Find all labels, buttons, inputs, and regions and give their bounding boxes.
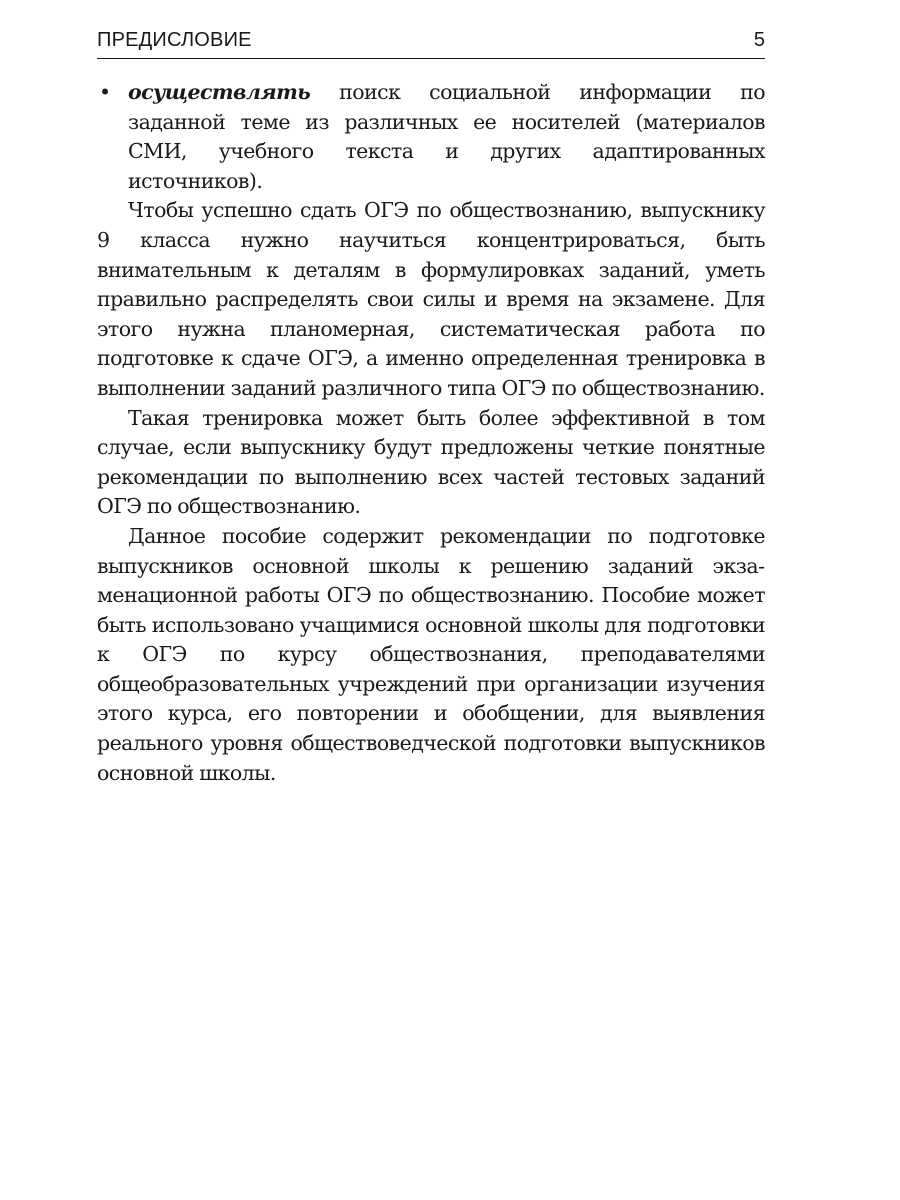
bullet-list-item <box>97 78 765 196</box>
bullet-item-text: поиск социальной информации по заданной теме из различных ее носителей (материалов СМИ, учебного текста и других адаптированных источников). <box>128 80 765 193</box>
running-header <box>97 26 765 59</box>
bullet-icon: • <box>99 80 111 104</box>
emphasized-term: осуществлять <box>128 80 311 104</box>
body-text <box>97 78 765 788</box>
page-number: 5 <box>753 29 765 51</box>
paragraph: Такая тренировка может быть более эффективной в том случае, если выпускнику будут предложены четкие понятные рекомендации по выполнению всех частей тестовых заданий ОГЭ по обществознанию. <box>97 405 765 519</box>
section-title: ПРЕДИСЛОВИЕ <box>97 29 252 51</box>
paragraph: Чтобы успешно сдать ОГЭ по обществознанию, выпускнику 9 класса нужно научиться концентрироваться, быть внимательным к деталям в формулировках заданий, уметь правильно распределять свои силы и время на экзамене. Для этого нужна планомерная, систематическая работа по подготовке к сдаче ОГЭ, а именно определенная тренировка в выполнении заданий различного типа ОГЭ по обществознанию. <box>97 198 765 400</box>
paragraph: Данное пособие содержит рекомендации по подготовке выпускников основной школы к решению заданий экзаменационной работы ОГЭ по обществознанию. Пособие может быть использовано учащимися основной школы для подготовки к ОГЭ по курсу обществознания, преподавателями общеобразовательных учреждений при организации изучения этого курса, его повторении и обобщении, для выявления реального уровня обществоведческой подготовки выпускников основной школы. <box>97 523 765 785</box>
